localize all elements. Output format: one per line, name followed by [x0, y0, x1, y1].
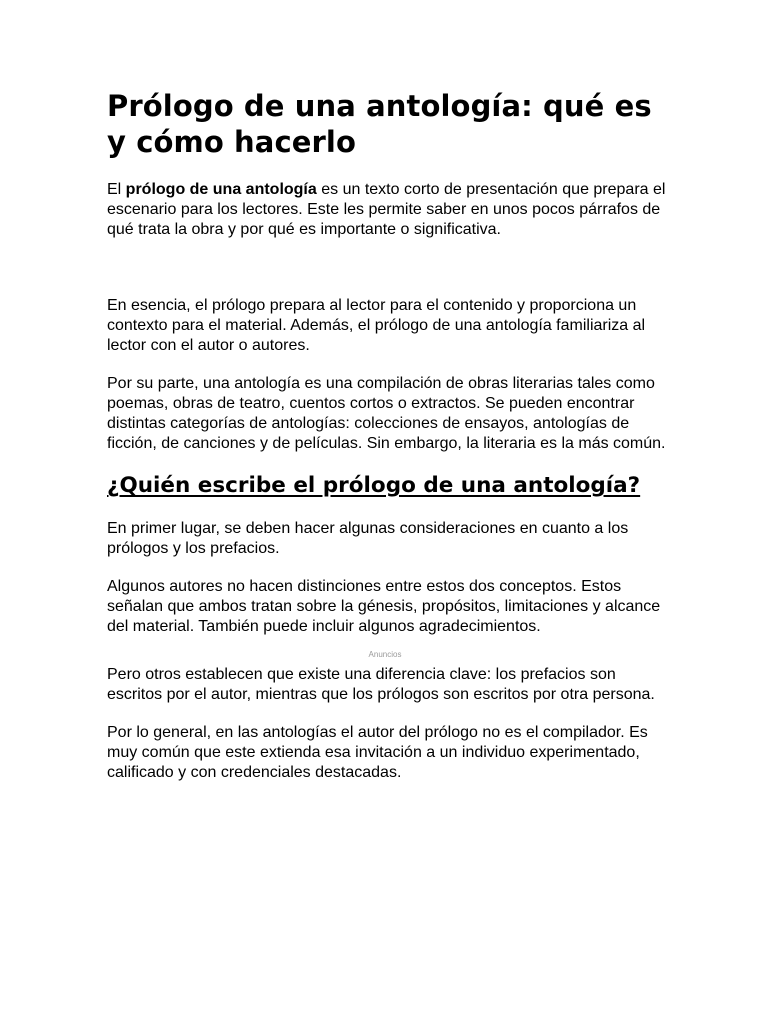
section-heading: ¿Quién escribe el prólogo de una antología?: [107, 473, 641, 498]
paragraph-compiler: Por lo general, en las antologías el autor del prólogo no es el compilador. Es muy común que este extienda esa invitación a un individuo experimentado, calificado y con credenciales destacadas.: [107, 724, 648, 781]
paragraph-anthology-definition: Por su parte, una antología es una compilación de obras literarias tales como poemas, obras de teatro, cuentos cortos o extractos. Se pueden encontrar distintas categorías de antologías: colecciones de ensayos, antologías de ficción, de canciones y de películas. Sin embargo, la literaria es la más común.: [107, 375, 666, 452]
paragraph-key-difference: Pero otros establecen que existe una diferencia clave: los prefacios son escritos por el autor, mientras que los prólogos son escritos por otra persona.: [107, 666, 655, 703]
intro-bold-term: prólogo de una antología: [125, 181, 317, 198]
ad-label: Anuncios: [368, 650, 402, 659]
paragraph-distinctions: Algunos autores no hacen distinciones entre estos dos conceptos. Estos señalan que ambos tratan sobre la génesis, propósitos, limitaciones y alcance del material. También puede incluir algunos agradecimientos.: [107, 578, 661, 635]
intro-paragraph: [107, 180, 667, 240]
document-page: [107, 88, 667, 801]
intro-suffix: es un texto corto de presentación que prepara el escenario para los lectores. Este les permite saber en unos pocos párrafos de qué trata la obra y por qué es importante o significativa.: [107, 181, 666, 238]
paragraph-considerations: En primer lugar, se deben hacer algunas consideraciones en cuanto a los prólogos y los prefacios.: [107, 520, 629, 557]
article-title: Prólogo de una antología: qué es y cómo hacerlo: [107, 89, 652, 159]
paragraph-essence: En esencia, el prólogo prepara al lector para el contenido y proporciona un contexto para el material. Además, el prólogo de una antología familiariza al lector con el autor o autores.: [107, 297, 646, 354]
intro-prefix: El: [107, 181, 126, 198]
